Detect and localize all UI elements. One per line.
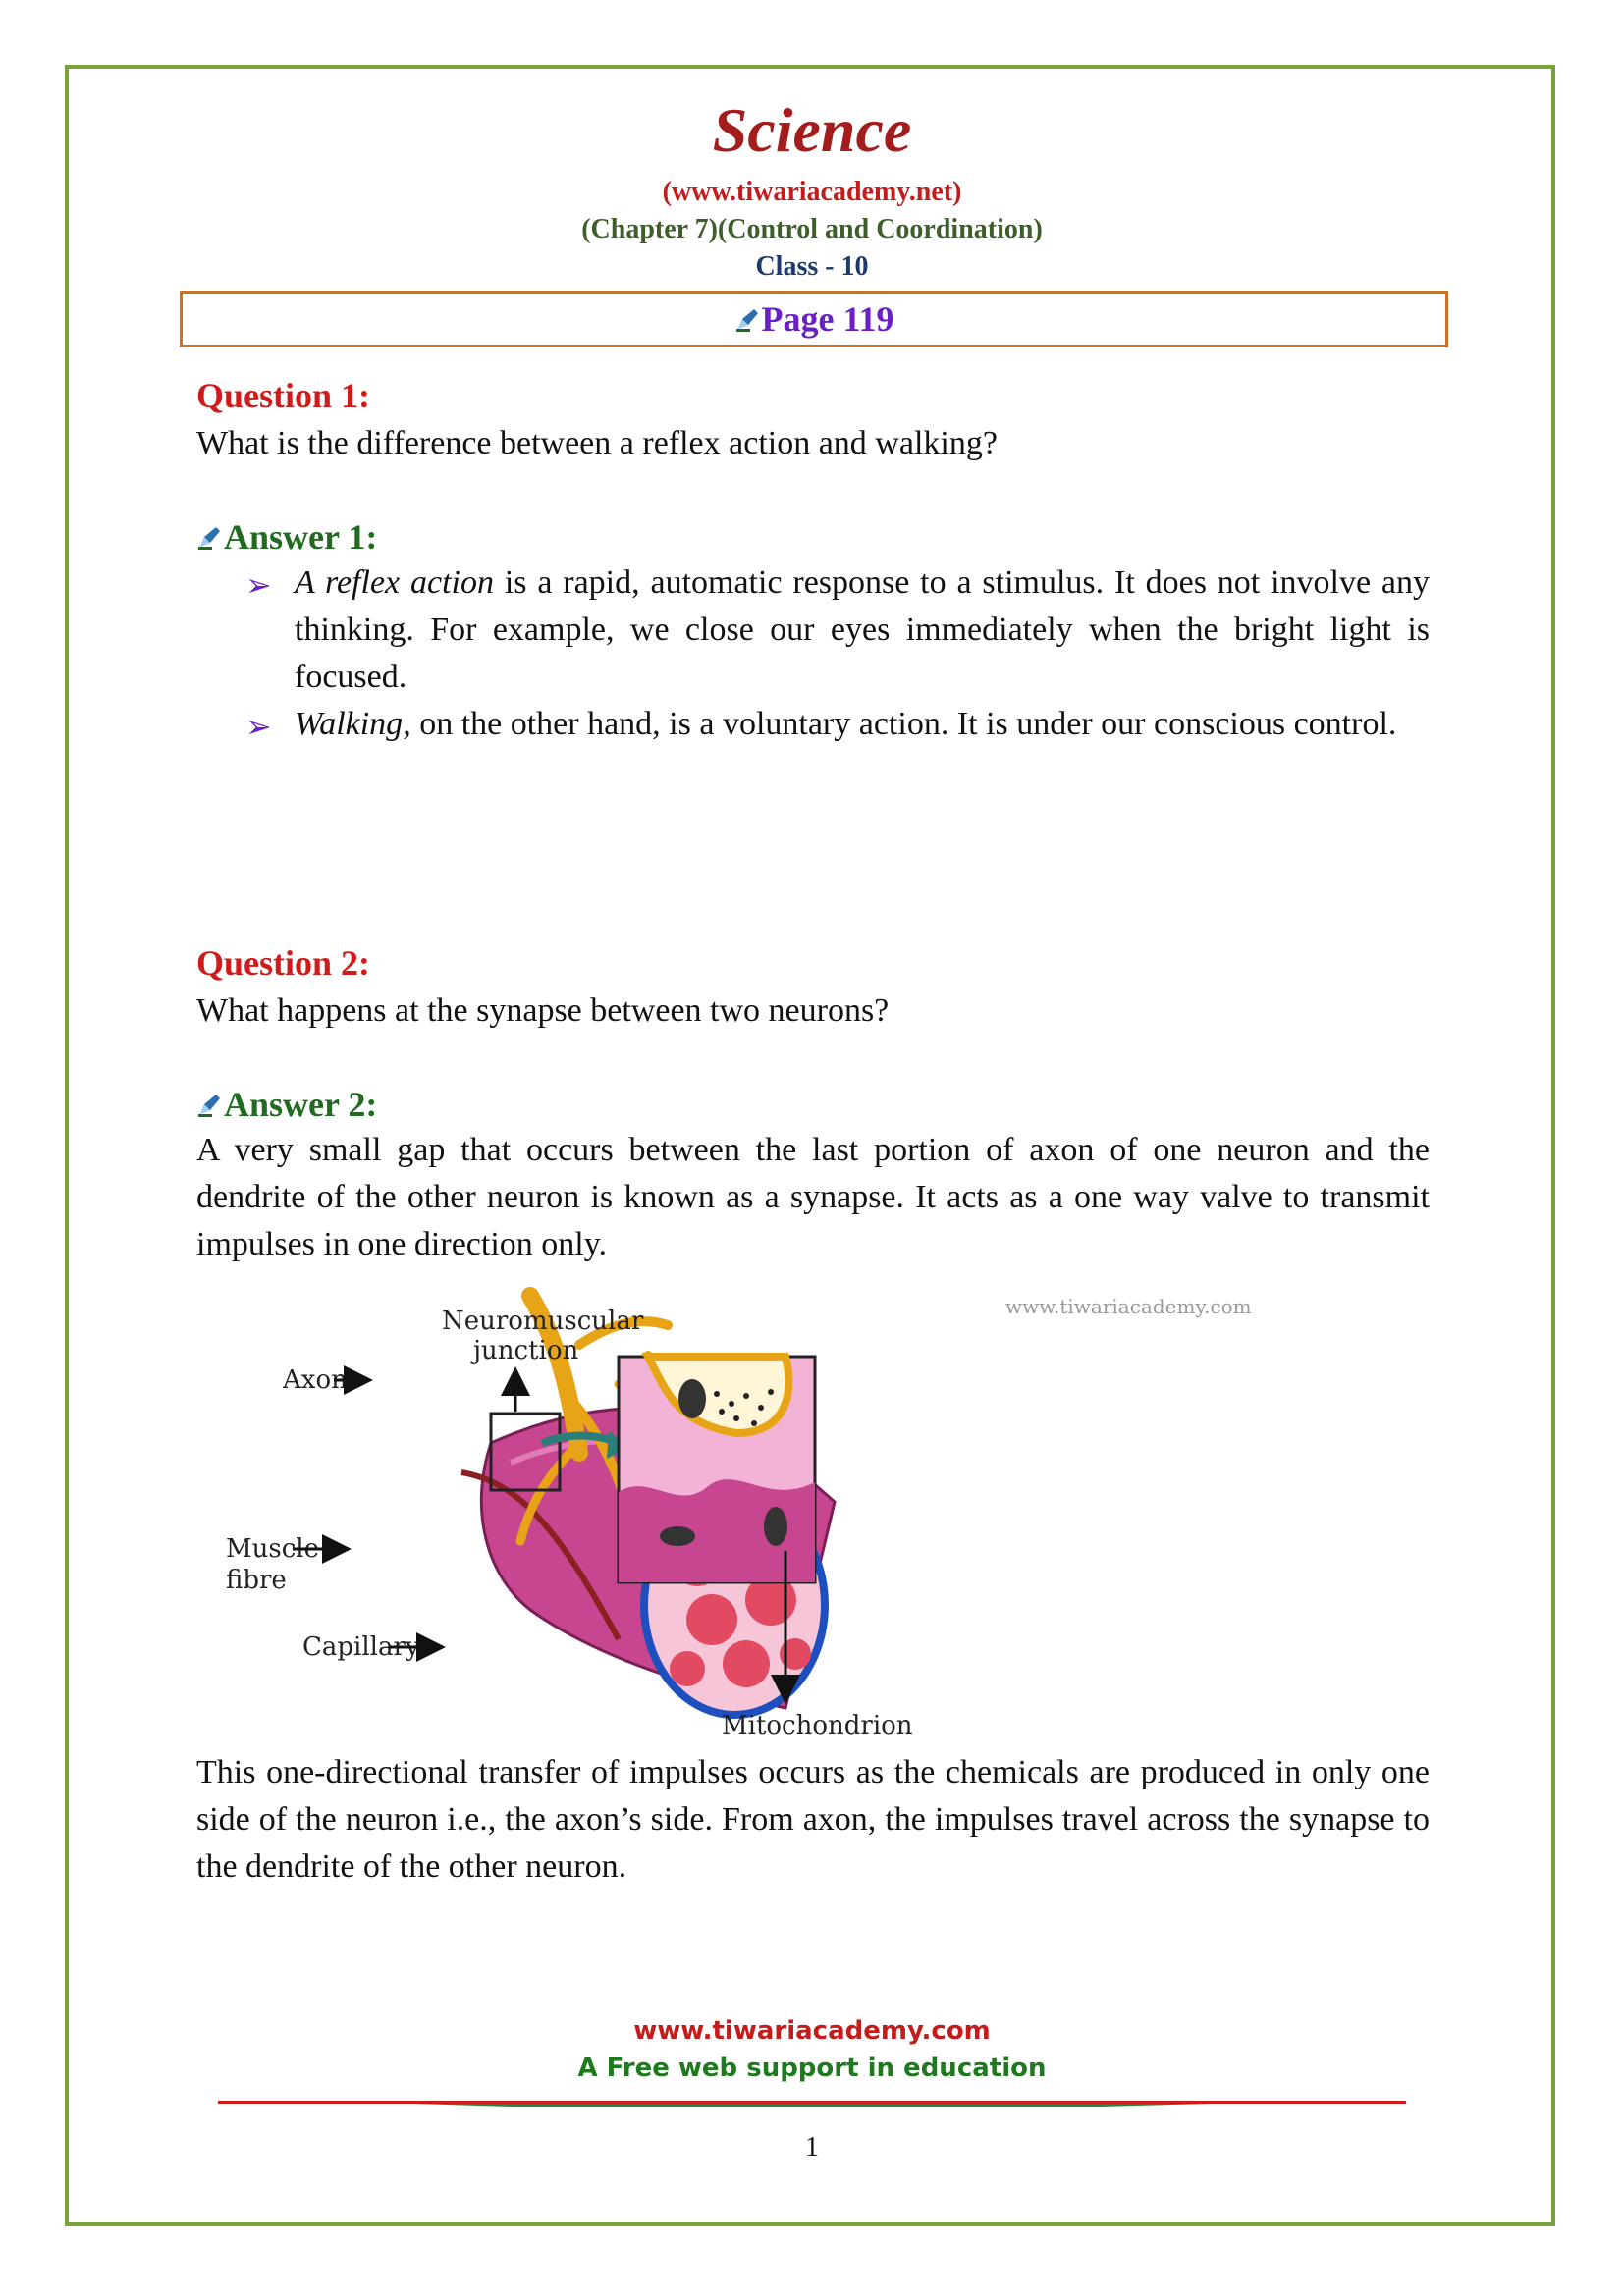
footer-divider bbox=[218, 2101, 1406, 2107]
answer-2-label: Answer 2: bbox=[224, 1085, 378, 1124]
question-1-label: Question 1: bbox=[196, 376, 371, 415]
pen-icon bbox=[196, 1093, 222, 1118]
chapter-heading: (Chapter 7)(Control and Coordination) bbox=[581, 214, 1043, 244]
axon-label: Axon bbox=[283, 1365, 348, 1395]
pen-icon bbox=[734, 307, 760, 333]
header-site-link[interactable]: (www.tiwariacademy.net) bbox=[662, 177, 962, 207]
page-title: Science bbox=[712, 95, 912, 165]
question-2-text: What happens at the synapse between two neurons? bbox=[196, 992, 890, 1029]
page-number-box bbox=[180, 291, 1448, 347]
class-heading: Class - 10 bbox=[755, 251, 869, 282]
footer-site-link[interactable]: www.tiwariacademy.com bbox=[633, 2016, 991, 2046]
answer-1-heading bbox=[196, 516, 377, 558]
page-number: 1 bbox=[805, 2132, 819, 2163]
arrow-bullet-icon: ➢ bbox=[245, 709, 272, 744]
bullet-text: , on the other hand, is a voluntary action. It is under our conscious control. bbox=[403, 706, 1397, 742]
muscle-fibre-label-line2: fibre bbox=[226, 1566, 287, 1595]
footer-tagline: A Free web support in education bbox=[577, 2054, 1047, 2083]
answer-2-paragraph-1: A very small gap that occurs between the last portion of axon of one neuron and the dendrite of the other neuron is known as a synapse. It acts as a one way valve to transmit impulses in one direction only. bbox=[196, 1132, 1430, 1262]
neuromuscular-junction-diagram bbox=[226, 1286, 1286, 1747]
mitochondrion-label: Mitochondrion bbox=[722, 1711, 913, 1740]
bullet-text: is a rapid, automatic response to a stimulus. It does not involve any thinking. For example, we close our eyes immediately when the bright light is focused. bbox=[295, 564, 1430, 695]
question-2-label: Question 2: bbox=[196, 943, 371, 983]
answer-2-heading bbox=[196, 1084, 377, 1125]
muscle-fibre-label-line1: Muscle bbox=[226, 1534, 319, 1564]
bullet-lead: A reflex action bbox=[295, 564, 494, 601]
capillary-label: Capillary bbox=[302, 1632, 420, 1662]
bullet-lead: Walking bbox=[295, 706, 404, 742]
pen-icon bbox=[196, 525, 222, 551]
question-1-text: What is the difference between a reflex action and walking? bbox=[196, 425, 998, 461]
nmj-label-line1: Neuromuscular bbox=[442, 1307, 644, 1336]
answer-2-paragraph-2: This one-directional transfer of impulses occurs as the chemicals are produced in only one side of the neuron i.e., the axon’s side. From axon, the impulses travel across the synapse to the dendrite of the other neuron. bbox=[196, 1754, 1430, 1885]
answer-1-label: Answer 1: bbox=[224, 517, 378, 557]
answer-1-bullet-1 bbox=[245, 560, 1430, 701]
arrow-bullet-icon: ➢ bbox=[245, 567, 272, 603]
diagram-watermark: www.tiwariacademy.com bbox=[1005, 1295, 1252, 1318]
answer-1-bullet-2 bbox=[245, 701, 1430, 748]
page-label: Page 119 bbox=[761, 299, 894, 339]
nmj-label-line2: junction bbox=[473, 1336, 579, 1365]
